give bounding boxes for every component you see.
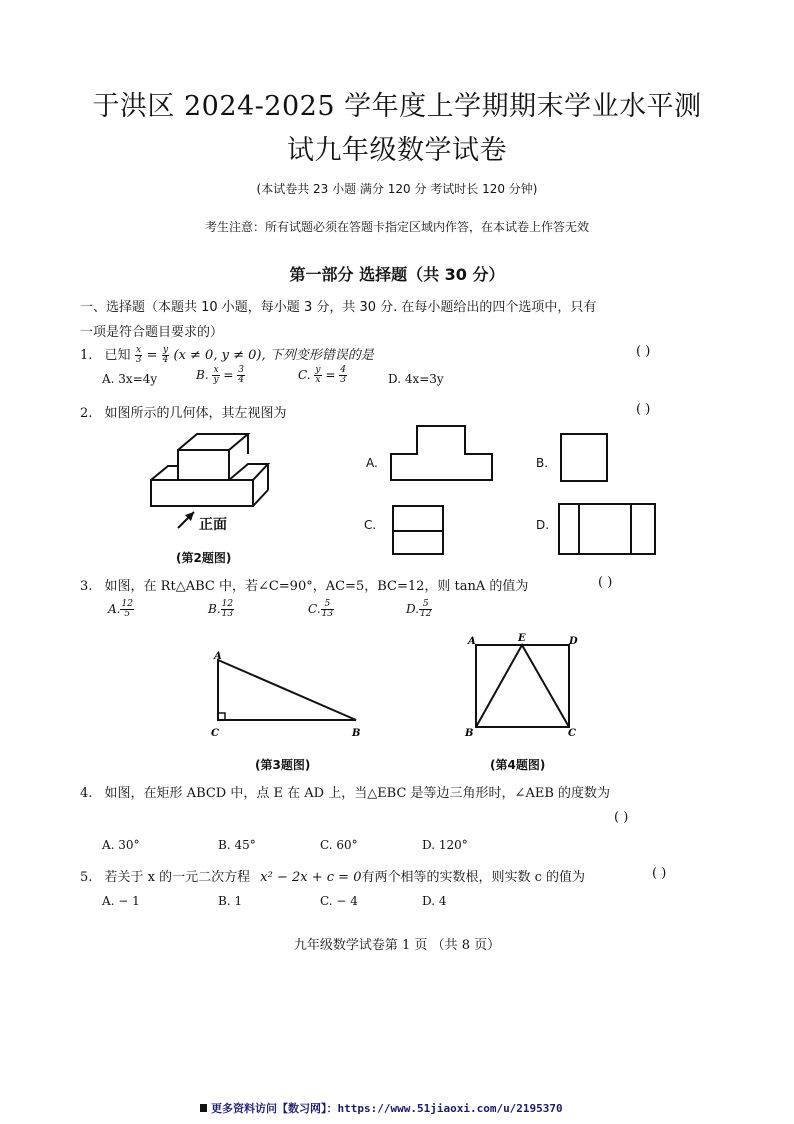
answer-bracket: ( ) [636,402,651,417]
q3-caption: (第3题图) [255,758,311,772]
answer-bracket: ( ) [614,810,629,825]
exam-notice: 考生注意：所有试题必须在答题卡指定区域内作答，在本试卷上作答无效 [204,220,589,234]
exam-title-line1: 于洪区 2024-2025 学年度上学期期末学业水平测 [92,91,702,122]
q3-option-b: B. $\frac{12}{13}$ [208,599,234,619]
q4-option-c: C. 60° [320,838,358,852]
question-2 [80,402,287,421]
q4-option-b: B. 45° [218,838,256,852]
question-text: 如图所示的几何体，其左视图为 [104,406,287,421]
q2-option-d-label: D. [536,518,550,532]
point-b-label: B [352,728,361,739]
question-text: 如图，在矩形 ABCD 中，点 E 在 AD 上，当△EBC 是等边三角形时，∠AEB 的度数为 [104,786,611,801]
question-text-tail: 有两个相等的实数根，则实数 c 的值为 [361,870,586,885]
question-1: 1. 已知 $\frac{x}{3}$ = $\frac{y}{4}$ (x ≠ 0, y ≠ 0), 下列变形错误的是 [80,345,374,365]
question-4 [80,782,610,801]
q2-option-a-label: A. [366,456,378,470]
point-c-label: C [211,728,219,739]
q3-option-a: A. $\frac{12}{5}$ [108,599,133,619]
answer-bracket: ( ) [636,344,651,359]
q5-option-c: C. − 4 [320,894,358,908]
q2-option-a-view [388,424,496,484]
exam-info: (本试卷共 23 小题 满分 120 分 考试时长 120 分钟) [256,182,538,196]
point-e-label: E [518,633,526,644]
q4-option-d: D. 120° [422,838,468,852]
point-a-label: A [214,651,222,662]
fraction: $\frac{y}{4}$ [162,345,169,365]
answer-bracket: ( ) [652,866,667,881]
exam-title-line2: 试九年级数学试卷 [287,135,507,166]
question-5 [80,866,585,885]
q3-option-d: D. $\frac{5}{12}$ [406,599,432,619]
right-angle-mark [218,713,225,720]
point-c-label: C [568,728,576,739]
q4-caption: (第4题图) [490,758,546,772]
point-d-label: D [569,636,578,647]
q4-option-a: A. 30° [102,838,140,852]
question-text: 若关于 x 的一元二次方程 [104,870,251,885]
flag-icon [200,1104,207,1112]
q2-solid-figure [140,428,290,568]
question-text: 如图，在 Rt△ABC 中，若∠C=90°，AC=5，BC=12，则 tanA 的值为 [104,579,529,594]
question-number: 5. [80,870,93,885]
section-intro-line1: 一、选择题（本题共 10 小题，每小题 3 分，共 30 分. 在每小题给出的四个选项中，只有 [80,300,597,315]
q2-caption: (第2题图) [176,551,232,565]
q2-option-c-view [390,504,446,558]
q3-option-c: C. $\frac{5}{13}$ [308,599,334,619]
q1-option-c: C. $\frac{y}{x}$ = $\frac{4}{3}$ [298,365,346,385]
q2-option-d-view [556,502,658,558]
part1-heading: 第一部分 选择题（共 30 分） [289,265,505,284]
question-condition: (x ≠ 0, y ≠ 0), 下列变形错误的是 [173,348,374,363]
equation: x² − 2x + c = 0 [260,870,362,885]
point-b-label: B [465,728,474,739]
q3-triangle-figure [206,646,366,740]
q5-option-d: D. 4 [422,894,447,908]
front-label: 正面 [199,517,227,533]
q5-option-b: B. 1 [218,894,243,908]
question-3 [80,575,528,594]
q2-option-c-label: C. [364,518,377,532]
q5-option-a: A. − 1 [102,894,140,908]
q4-rectangle-figure [462,630,584,740]
q2-option-b-label: B. [536,456,549,470]
question-number: 1. [80,348,93,363]
footer-link[interactable]: 更多资料访问【数习网】：https://www.51jiaoxi.com/u/2195370 [200,1100,563,1116]
point-a-label: A [468,636,476,647]
section-intro-line2: 一项是符合题目要求的） [80,325,224,340]
fraction: $\frac{x}{3}$ [135,345,142,365]
question-number: 4. [80,786,93,801]
q1-option-d: D. 4x=3y [388,372,444,386]
question-number: 2. [80,406,93,421]
answer-bracket: ( ) [598,575,613,590]
page-footer: 九年级数学试卷第 1 页 （共 8 页） [293,938,501,953]
question-number: 3. [80,579,93,594]
q1-option-a: A. 3x=4y [102,372,158,386]
question-prefix: 已知 [104,348,131,363]
q1-option-b: B. $\frac{x}{y}$ = $\frac{3}{4}$ [196,365,245,385]
q2-option-b-view [558,432,610,484]
